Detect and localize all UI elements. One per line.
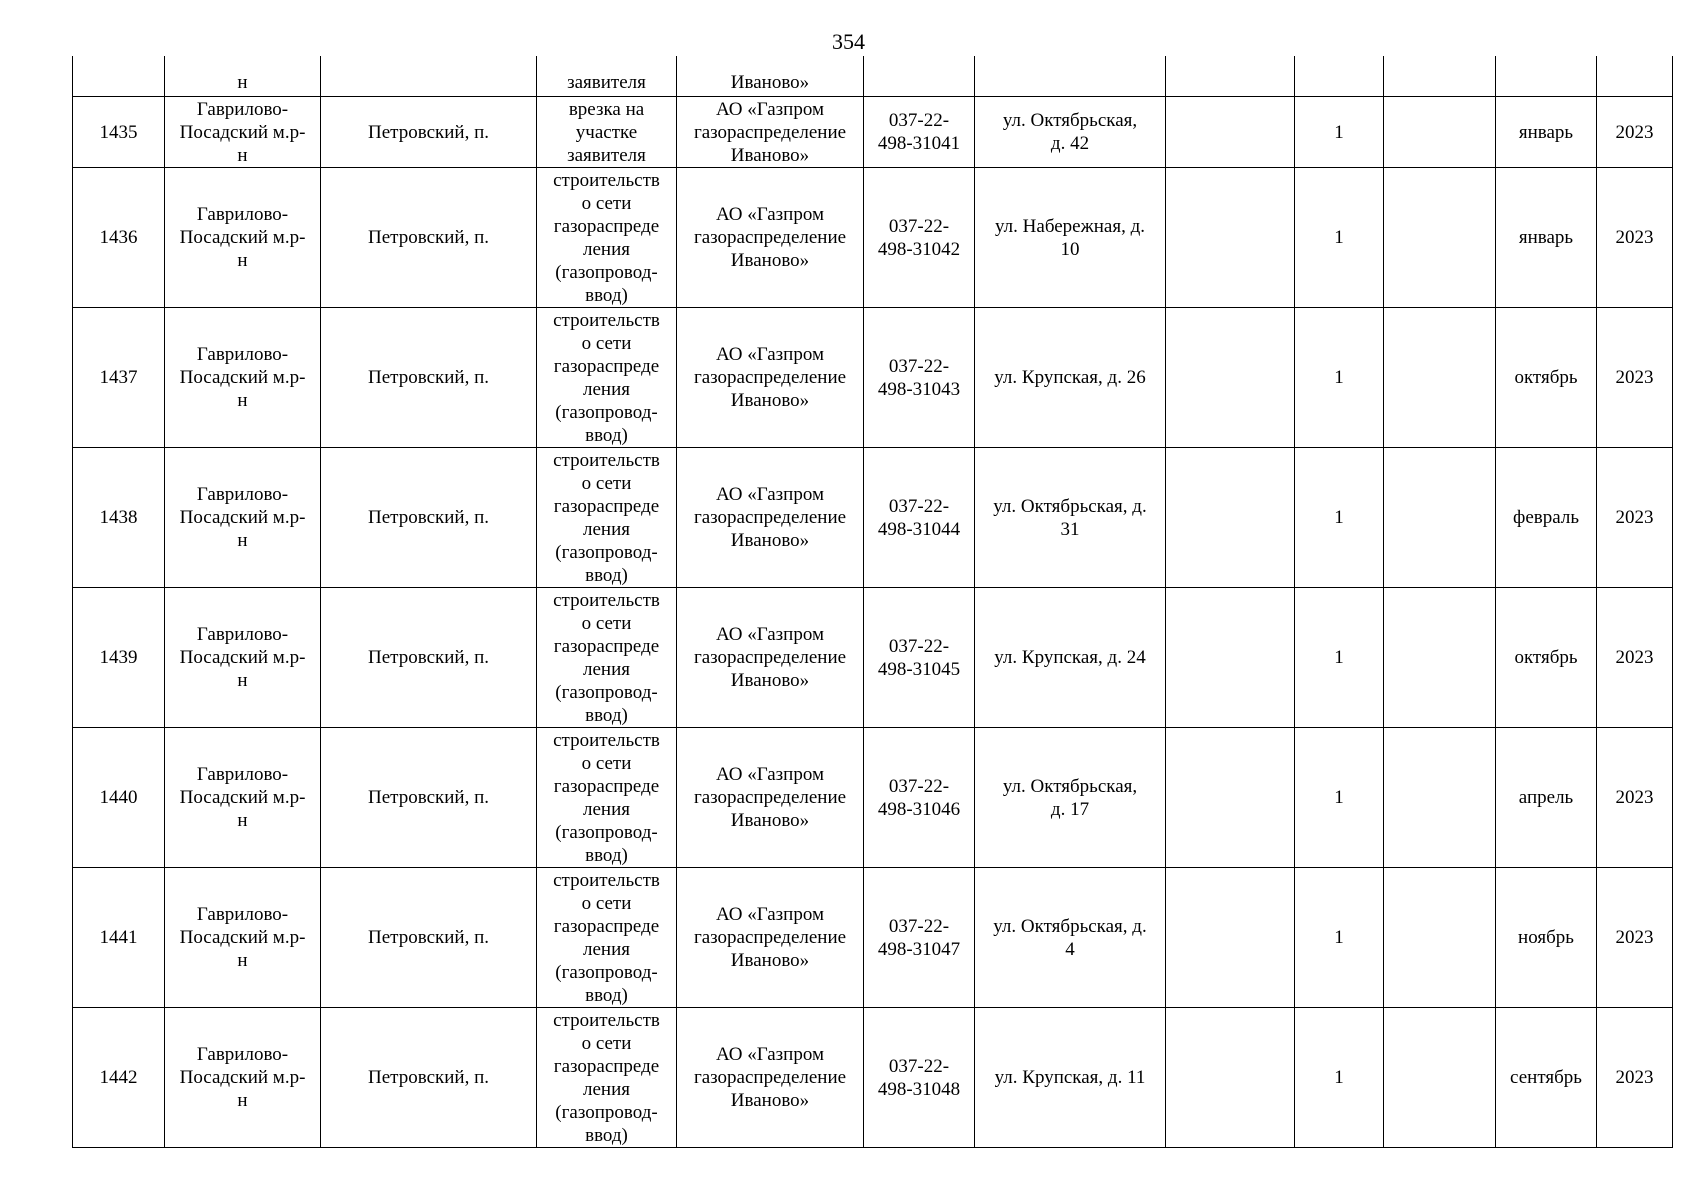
table-row — [73, 168, 1673, 308]
cell-organization: Иваново» — [677, 56, 864, 97]
cell-code: 037-22- 498-31044 — [864, 448, 975, 588]
cell-settlement: Петровский, п. — [321, 97, 537, 168]
cell-organization: АО «Газпром газораспределение Иваново» — [677, 588, 864, 728]
cell-count: 1 — [1295, 868, 1384, 1008]
cell-district: Гаврилово- Посадский м.р- н — [165, 308, 321, 448]
cell-month: апрель — [1496, 728, 1597, 868]
cell-address: ул. Крупская, д. 11 — [975, 1008, 1166, 1148]
cell-empty — [1166, 97, 1295, 168]
table-row — [73, 448, 1673, 588]
cell-code: 037-22- 498-31041 — [864, 97, 975, 168]
table-row — [73, 97, 1673, 168]
cell-work-type: строительств о сети газораспреде ления (газопровод- ввод) — [537, 1008, 677, 1148]
cell-number: 1439 — [73, 588, 165, 728]
gasification-schedule-table — [72, 56, 1673, 1148]
cell-year: 2023 — [1597, 868, 1673, 1008]
cell-month: ноябрь — [1496, 868, 1597, 1008]
cell-empty — [1166, 1008, 1295, 1148]
cell-number: 1435 — [73, 97, 165, 168]
cell-settlement: Петровский, п. — [321, 1008, 537, 1148]
cell-address — [975, 56, 1166, 97]
cell-month: октябрь — [1496, 588, 1597, 728]
cell-count: 1 — [1295, 588, 1384, 728]
cell-district: Гаврилово- Посадский м.р- н — [165, 868, 321, 1008]
cell-address: ул. Крупская, д. 26 — [975, 308, 1166, 448]
cell-settlement: Петровский, п. — [321, 448, 537, 588]
cell-organization: АО «Газпром газораспределение Иваново» — [677, 448, 864, 588]
cell-count: 1 — [1295, 728, 1384, 868]
cell-code: 037-22- 498-31048 — [864, 1008, 975, 1148]
cell-settlement: Петровский, п. — [321, 308, 537, 448]
cell-settlement: Петровский, п. — [321, 168, 537, 308]
cell-count: 1 — [1295, 308, 1384, 448]
continuation-row — [73, 56, 1673, 97]
cell-work-type: строительств о сети газораспреде ления (газопровод- ввод) — [537, 728, 677, 868]
cell-empty — [1384, 1008, 1496, 1148]
cell-organization: АО «Газпром газораспределение Иваново» — [677, 868, 864, 1008]
cell-work-type: строительств о сети газораспреде ления (газопровод- ввод) — [537, 588, 677, 728]
cell-code: 037-22- 498-31045 — [864, 588, 975, 728]
cell-year: 2023 — [1597, 1008, 1673, 1148]
cell-empty — [1384, 308, 1496, 448]
cell-count: 1 — [1295, 448, 1384, 588]
cell-organization: АО «Газпром газораспределение Иваново» — [677, 97, 864, 168]
cell-year: 2023 — [1597, 728, 1673, 868]
cell-count: 1 — [1295, 97, 1384, 168]
cell-empty — [1166, 56, 1295, 97]
cell-work-type: строительств о сети газораспреде ления (газопровод- ввод) — [537, 168, 677, 308]
cell-month: февраль — [1496, 448, 1597, 588]
cell-year: 2023 — [1597, 97, 1673, 168]
cell-number — [73, 56, 165, 97]
cell-year: 2023 — [1597, 168, 1673, 308]
table-row — [73, 868, 1673, 1008]
cell-code: 037-22- 498-31043 — [864, 308, 975, 448]
cell-address: ул. Набережная, д. 10 — [975, 168, 1166, 308]
cell-empty — [1384, 448, 1496, 588]
cell-month: сентябрь — [1496, 1008, 1597, 1148]
cell-empty — [1166, 728, 1295, 868]
cell-district: Гаврилово- Посадский м.р- н — [165, 1008, 321, 1148]
cell-number: 1436 — [73, 168, 165, 308]
cell-district: Гаврилово- Посадский м.р- н — [165, 728, 321, 868]
cell-district: н — [165, 56, 321, 97]
cell-work-type: заявителя — [537, 56, 677, 97]
cell-empty — [1166, 168, 1295, 308]
table-row — [73, 308, 1673, 448]
cell-number: 1441 — [73, 868, 165, 1008]
cell-empty — [1384, 168, 1496, 308]
cell-district: Гаврилово- Посадский м.р- н — [165, 588, 321, 728]
cell-work-type: строительств о сети газораспреде ления (газопровод- ввод) — [537, 308, 677, 448]
cell-month: октябрь — [1496, 308, 1597, 448]
table-row — [73, 1008, 1673, 1148]
cell-organization: АО «Газпром газораспределение Иваново» — [677, 1008, 864, 1148]
page-number: 354 — [832, 29, 865, 54]
cell-code — [864, 56, 975, 97]
cell-empty — [1384, 728, 1496, 868]
cell-year: 2023 — [1597, 448, 1673, 588]
cell-address: ул. Октябрьская, д. 42 — [975, 97, 1166, 168]
cell-empty — [1166, 868, 1295, 1008]
cell-month: январь — [1496, 97, 1597, 168]
cell-number: 1442 — [73, 1008, 165, 1148]
cell-code: 037-22- 498-31047 — [864, 868, 975, 1008]
cell-address: ул. Октябрьская, д. 17 — [975, 728, 1166, 868]
cell-empty — [1166, 588, 1295, 728]
cell-count: 1 — [1295, 168, 1384, 308]
cell-work-type: строительств о сети газораспреде ления (газопровод- ввод) — [537, 868, 677, 1008]
cell-empty — [1384, 588, 1496, 728]
cell-year — [1597, 56, 1673, 97]
cell-settlement: Петровский, п. — [321, 588, 537, 728]
cell-organization: АО «Газпром газораспределение Иваново» — [677, 728, 864, 868]
cell-empty — [1384, 97, 1496, 168]
cell-count: 1 — [1295, 1008, 1384, 1148]
cell-year: 2023 — [1597, 588, 1673, 728]
cell-organization: АО «Газпром газораспределение Иваново» — [677, 308, 864, 448]
cell-district: Гаврилово- Посадский м.р- н — [165, 448, 321, 588]
cell-empty — [1166, 448, 1295, 588]
cell-empty — [1384, 56, 1496, 97]
cell-settlement — [321, 56, 537, 97]
cell-organization: АО «Газпром газораспределение Иваново» — [677, 168, 864, 308]
cell-month: январь — [1496, 168, 1597, 308]
cell-settlement: Петровский, п. — [321, 868, 537, 1008]
cell-code: 037-22- 498-31046 — [864, 728, 975, 868]
cell-month — [1496, 56, 1597, 97]
cell-address: ул. Октябрьская, д. 4 — [975, 868, 1166, 1008]
cell-address: ул. Октябрьская, д. 31 — [975, 448, 1166, 588]
cell-empty — [1384, 868, 1496, 1008]
cell-settlement: Петровский, п. — [321, 728, 537, 868]
cell-district: Гаврилово- Посадский м.р- н — [165, 97, 321, 168]
table-row — [73, 588, 1673, 728]
cell-district: Гаврилово- Посадский м.р- н — [165, 168, 321, 308]
cell-address: ул. Крупская, д. 24 — [975, 588, 1166, 728]
cell-work-type: строительств о сети газораспреде ления (газопровод- ввод) — [537, 448, 677, 588]
cell-number: 1438 — [73, 448, 165, 588]
cell-count — [1295, 56, 1384, 97]
cell-code: 037-22- 498-31042 — [864, 168, 975, 308]
cell-year: 2023 — [1597, 308, 1673, 448]
table-row — [73, 728, 1673, 868]
cell-empty — [1166, 308, 1295, 448]
cell-number: 1440 — [73, 728, 165, 868]
cell-number: 1437 — [73, 308, 165, 448]
cell-work-type: врезка на участке заявителя — [537, 97, 677, 168]
